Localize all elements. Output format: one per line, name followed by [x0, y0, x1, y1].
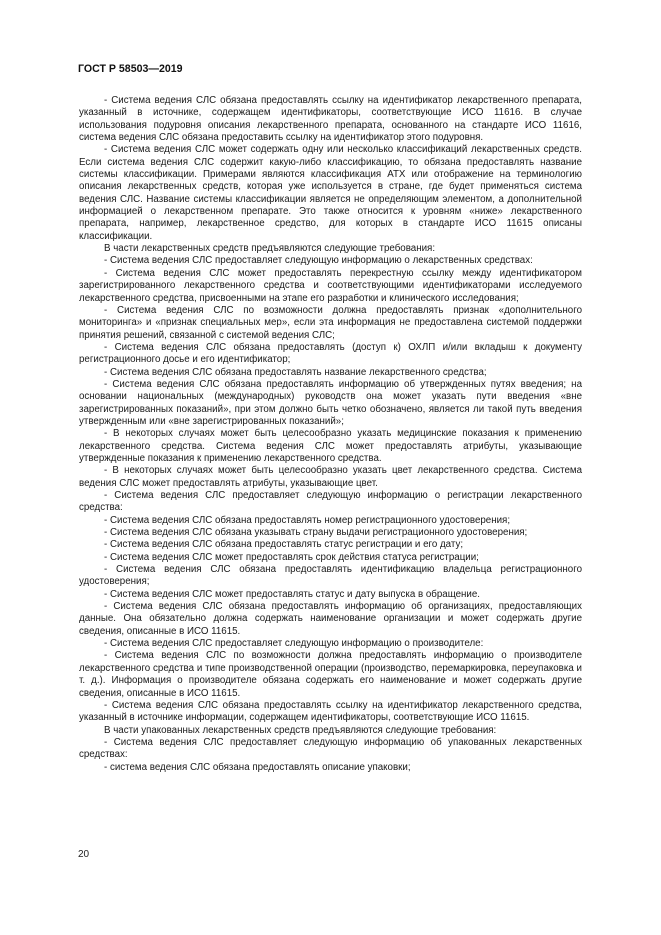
paragraph: - Система ведения СЛС обязана предоставлять номер регистрационного удостоверения; — [104, 514, 511, 526]
paragraph: - Система ведения СЛС обязана указывать страну выдачи регистрационного удостоверения; — [104, 527, 528, 539]
paragraph: - Система ведения СЛС по возможности должна предоставлять информацию о производителе лекарственного средства и типе производственной операции (производство, перемаркировка, переупаковка и т. д.). Информация о производителе обязана содержать его наименование и может содержать другие сведения, описанные в ИСО 11615. — [79, 650, 582, 699]
paragraph: - Система ведения СЛС может предоставлять статус и дату выпуска в обращение. — [104, 588, 481, 600]
paragraph: - Система ведения СЛС предоставляет следующую информацию об упакованных лекарственных средствах: — [79, 736, 582, 761]
paragraph: - Система ведения СЛС может предоставлять перекрестную ссылку между идентификатором зарегистрированного лекарственного средства и соответствующими идентификаторами исследуемого лекарственного средства, присвоенными на этапе его разработки и клинического исследования; — [79, 267, 582, 304]
paragraph: - Система ведения СЛС обязана предоставлять статус регистрации и его дату; — [104, 539, 464, 551]
paragraph: - Система ведения СЛС предоставляет следующую информацию о регистрации лекарственного средства: — [79, 490, 582, 514]
paragraph: - Система ведения СЛС обязана предоставлять название лекарственного средства; — [104, 366, 487, 378]
paragraph: - В некоторых случаях может быть целесообразно указать цвет лекарственного средства. Система ведения СЛС может предоставлять атрибуты, указывающие цвет. — [79, 465, 582, 489]
paragraph: - Система ведения СЛС может содержать одну или несколько классификаций лекарственных средств. Если система ведения СЛС содержит какую-либо классификацию, то обязана предоставлять название системы классификации. Примерами являются классификация АТХ или отображение на терминологию описания лекарственных средств, которая уже используется в стране, где будет применяться система ведения СЛС. Название системы классификации является не определяющим элементом, а дополнительной информацией о лекарственном препарате. Это также относится к уровням «ниже» лекарственного препарата, например, лекарственное средство, для которых в стандарте ИСО 11615 описаны классификации. — [79, 144, 582, 242]
paragraph: В части лекарственных средств предъявляются следующие требования: — [104, 243, 436, 255]
paragraph: - Система ведения СЛС может предоставлять срок действия статуса регистрации; — [104, 551, 479, 563]
paragraph: - Система ведения СЛС обязана предоставлять идентификацию владельца регистрационного удостоверения; — [79, 564, 582, 588]
paragraph: - Система ведения СЛС обязана предоставлять ссылку на идентификатор лекарственного препарата, указанный в источнике, содержащем идентификаторы, соответствующие ИСО 11616. В случае использования подуровня описания лекарственного препарата, основанного на стандарте ИСО 11616, система ведения СЛС обязана предоставить ссылку на идентификатор этого подуровня. — [79, 95, 582, 144]
paragraph: - система ведения СЛС обязана предоставлять описание упаковки; — [104, 761, 411, 773]
paragraph: - Система ведения СЛС обязана предоставлять (доступ к) ОХЛП и/или вкладыш к документу регистрационного досье и его идентификатор; — [79, 341, 582, 366]
paragraph: В части упакованных лекарственных средств предъявляются следующие требования: — [104, 724, 497, 736]
paragraph: - Система ведения СЛС по возможности должна предоставлять признак «дополнительного мониторинга» и «признак специальных мер», если эта информация не предоставлена системой поддержки принятия решений, связанной с системой ведения СЛС; — [79, 304, 582, 341]
paragraph: - Система ведения СЛС обязана предоставлять ссылку на идентификатор лекарственного средства, указанный в источнике информации, содержащем идентификаторы, соответствующие ИСО 11615. — [79, 699, 582, 724]
paragraph: - В некоторых случаях может быть целесообразно указать медицинские показания к применению лекарственного средства. Система ведения СЛС может предоставлять атрибуты, указывающие утвержденные показания к применению лекарственного средства. — [79, 428, 582, 464]
paragraph: - Система ведения СЛС предоставляет следующую информацию о лекарственных средствах: — [104, 255, 533, 267]
paragraph: - Система ведения СЛС обязана предоставлять информацию об утвержденных путях введения; на основании национальных (международных) руководств она может указать пути введения «вне зарегистрированных показаний», при этом должно быть четко обозначено, является ли такой путь введения утвержденным или «вне зарегистрированных показаний»; — [79, 378, 582, 427]
paragraph: - Система ведения СЛС предоставляет следующую информацию о производителе: — [104, 638, 484, 650]
body-text — [79, 95, 582, 774]
document-header: ГОСТ Р 58503—2019 — [78, 63, 183, 75]
paragraph: - Система ведения СЛС обязана предоставлять информацию об организациях, предоставляющих данные. Она обязательно должна содержать наименование организации и может содержать другие сведения, описанные в ИСО 11615. — [79, 601, 582, 637]
page-number: 20 — [78, 849, 90, 860]
